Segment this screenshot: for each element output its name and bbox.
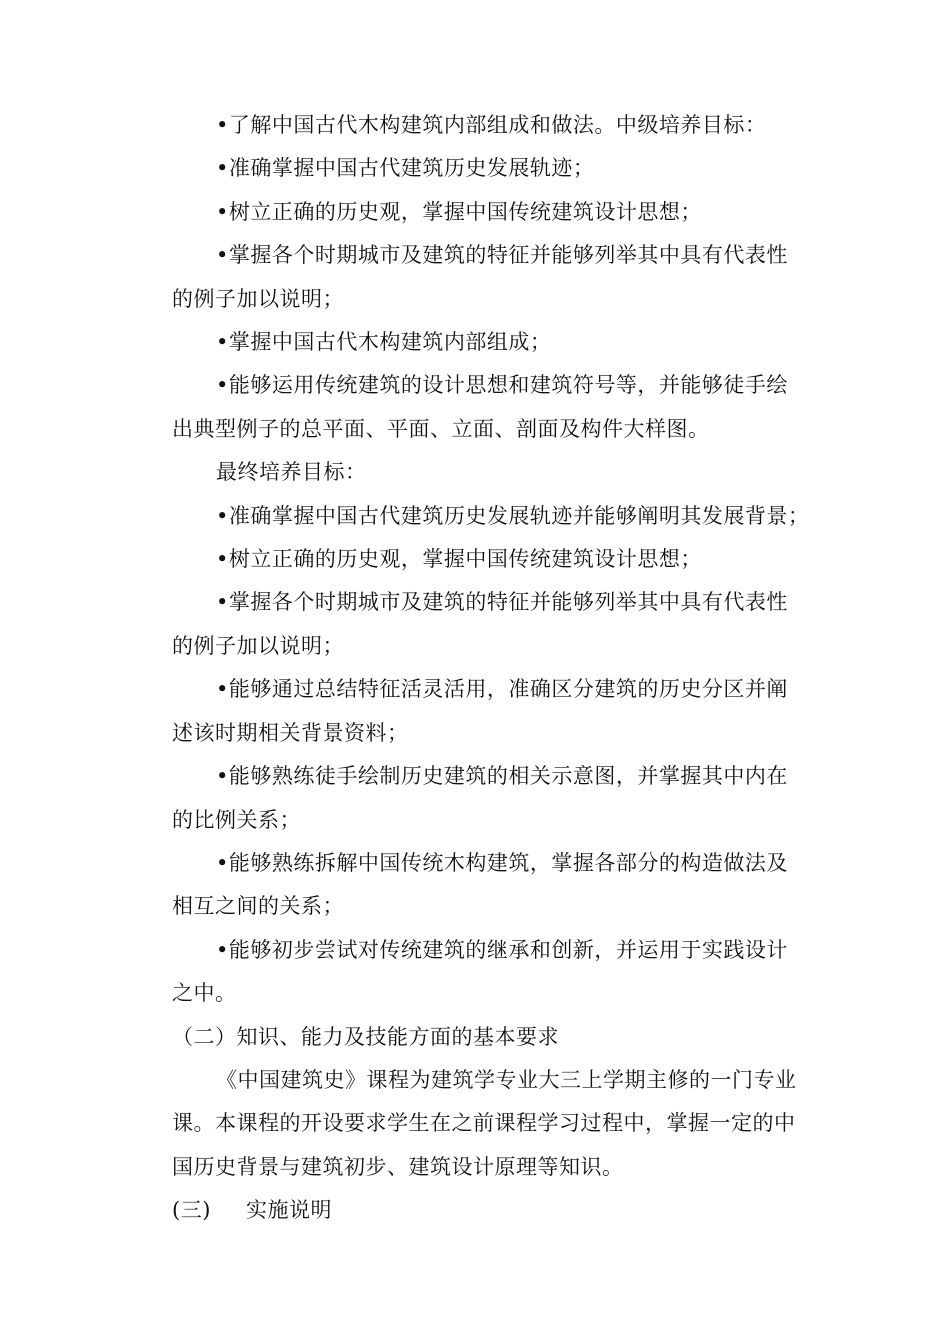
bullet-line: •能够熟练徒手绘制历史建筑的相关示意图，并掌握其中内在 bbox=[216, 764, 788, 789]
bullet-line: •掌握各个时期城市及建筑的特征并能够列举其中具有代表性 bbox=[216, 590, 788, 615]
bullet-line: •能够通过总结特征活灵活用，准确区分建筑的历史分区并阐 bbox=[216, 677, 788, 702]
section-number: (三) bbox=[172, 1198, 211, 1223]
subheading-final-goals: 最终培养目标： bbox=[216, 460, 367, 485]
bullet-line: •树立正确的历史观，掌握中国传统建筑设计思想； bbox=[216, 547, 702, 572]
continuation-line: 述该时期相关背景资料； bbox=[172, 720, 409, 745]
bullet-line: •能够熟练拆解中国传统木构建筑，掌握各部分的构造做法及 bbox=[216, 850, 788, 875]
bullet-line: •了解中国古代木构建筑内部组成和做法。中级培养目标： bbox=[216, 113, 767, 137]
bullet-line: •树立正确的历史观，掌握中国传统建筑设计思想； bbox=[216, 199, 702, 224]
bullet-line: •准确掌握中国古代建筑历史发展轨迹； bbox=[216, 156, 595, 181]
bullet-line: •掌握中国古代木构建筑内部组成； bbox=[216, 330, 552, 355]
continuation-line: 出典型例子的总平面、平面、立面、剖面及构件大样图。 bbox=[172, 416, 710, 441]
bullet-line: •能够运用传统建筑的设计思想和建筑符号等，并能够徒手绘 bbox=[216, 373, 788, 398]
body-line: 课。本课程的开设要求学生在之前课程学习过程中，掌握一定的中 bbox=[172, 1111, 796, 1136]
continuation-line: 相互之间的关系； bbox=[172, 894, 344, 919]
continuation-line: 的比例关系； bbox=[172, 807, 301, 832]
bullet-line: •掌握各个时期城市及建筑的特征并能够列举其中具有代表性 bbox=[216, 243, 788, 268]
bullet-line: •准确掌握中国古代建筑历史发展轨迹并能够阐明其发展背景； bbox=[216, 503, 810, 528]
section-heading-3 bbox=[172, 1189, 822, 1232]
body-line: 《中国建筑史》课程为建筑学专业大三上学期主修的一门专业 bbox=[216, 1067, 797, 1092]
bullet-line: •能够初步尝试对传统建筑的继承和创新，并运用于实践设计 bbox=[216, 937, 788, 962]
document-body bbox=[172, 104, 822, 1233]
continuation-line: 之中。 bbox=[172, 981, 237, 1006]
section-heading-2: （二）知识、能力及技能方面的基本要求 bbox=[172, 1024, 559, 1049]
body-line: 国历史背景与建筑初步、建筑设计原理等知识。 bbox=[172, 1154, 624, 1179]
continuation-line: 的例子加以说明； bbox=[172, 286, 344, 311]
section-title: 实施说明 bbox=[246, 1198, 332, 1223]
continuation-line: 的例子加以说明； bbox=[172, 633, 344, 658]
